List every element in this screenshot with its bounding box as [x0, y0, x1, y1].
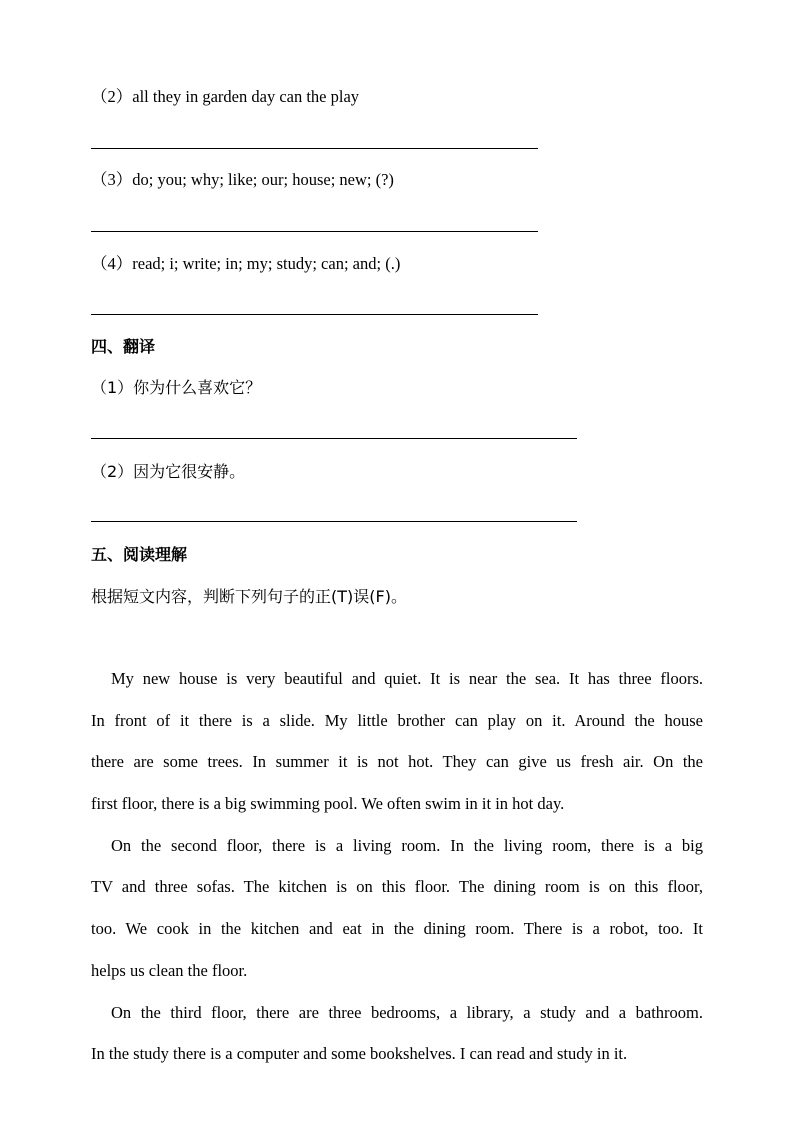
passage-line: TV and three sofas. The kitchen is on this floor. The dining room is on this floor, — [91, 877, 703, 897]
passage-line: On the second floor, there is a living room. In the living room, there is a big — [111, 835, 703, 855]
reading-heading: 五、阅读理解 — [91, 545, 188, 564]
answer-line-2[interactable] — [91, 148, 538, 149]
passage-line: In the study there is a computer and some bookshelves. I can read and study in it. — [91, 1044, 628, 1064]
translation-heading: 四、翻译 — [91, 337, 156, 356]
passage-line: helps us clean the floor. — [91, 960, 248, 980]
translation-answer-line-2[interactable] — [91, 521, 577, 522]
question-3-words: （3）do; you; why; like; our; house; new; (?) — [91, 170, 394, 189]
question-2-words: （2）all they in garden day can the play — [91, 87, 360, 106]
translation-item-1: （1）你为什么喜欢它？ — [91, 378, 262, 397]
question-4-words: （4）read; i; write; in; my; study; can; and; (.) — [91, 254, 401, 273]
passage-line: In front of it there is a slide. My little brother can play on it. Around the house — [91, 710, 703, 730]
passage-line: On the third floor, there are three bedrooms, a library, a study and a bathroom. — [111, 1002, 703, 1022]
answer-line-3[interactable] — [91, 231, 538, 232]
answer-line-4[interactable] — [91, 314, 538, 315]
passage-line: there are some trees. In summer it is not hot. They can give us fresh air. On the — [91, 752, 703, 772]
reading-instruction: 根据短文内容，判断下列句子的正(T)误(F)。 — [91, 587, 407, 606]
passage-line: too. We cook in the kitchen and eat in the dining room. There is a robot, too. It — [91, 919, 703, 939]
translation-item-2: （2）因为它很安静。 — [91, 462, 246, 481]
translation-answer-line-1[interactable] — [91, 438, 577, 439]
passage-line: My new house is very beautiful and quiet. It is near the sea. It has three floors. — [111, 669, 703, 688]
passage-line: first floor, there is a big swimming pool. We often swim in it in hot day. — [91, 794, 565, 814]
reading-passage — [91, 669, 703, 1086]
